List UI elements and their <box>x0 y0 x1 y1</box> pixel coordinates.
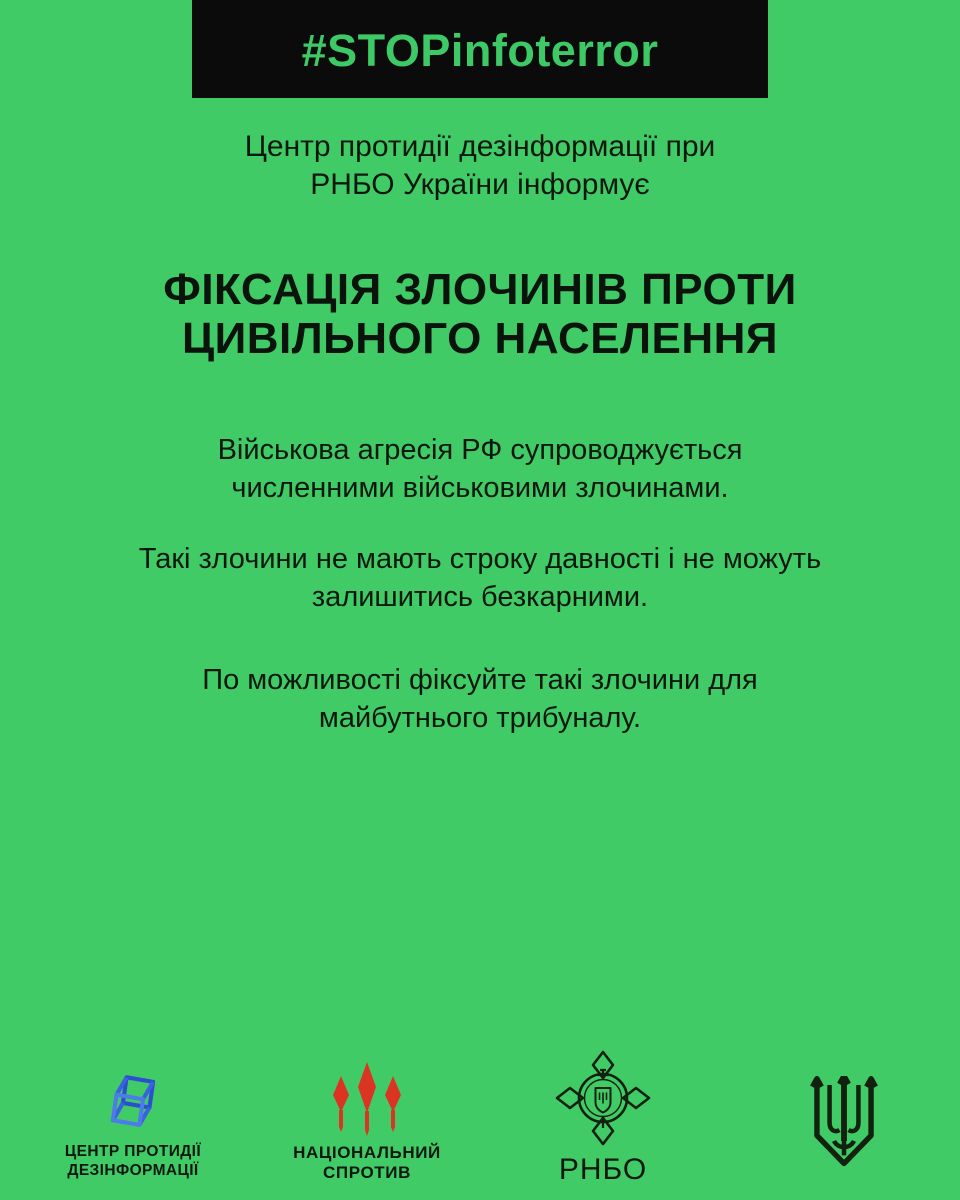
paragraph-2 <box>0 540 960 616</box>
logo-caption-ccd-line-2: ДЕЗІНФОРМАЦІЇ <box>67 1162 199 1179</box>
ukraine-trident-icon <box>798 1076 890 1168</box>
hashtag-text: #STOPinfoterror <box>301 25 659 76</box>
paragraph-1-line-2: численними військовими злочинами. <box>231 472 729 504</box>
paragraph-1 <box>0 431 960 507</box>
paragraph-2-line-2: залишитись безкарними. <box>311 581 649 613</box>
subtitle-line-2: РНБО України інформує <box>310 168 650 201</box>
page-title-line-2: ЦИВІЛЬНОГО НАСЕЛЕННЯ <box>181 314 779 363</box>
wireframe-cube-icon <box>101 1070 165 1134</box>
page-title <box>0 265 960 363</box>
paragraph-3 <box>0 661 960 737</box>
logo-center-countering-disinformation <box>38 1070 228 1180</box>
logo-ukraine-trident <box>798 1076 890 1168</box>
logo-caption-ccd-line-1: ЦЕНТР ПРОТИДІЇ <box>64 1143 202 1160</box>
paragraph-1-line-1: Військова агресія РФ супроводжується <box>217 434 743 466</box>
logo-caption-resistance-line-2: СПРОТИВ <box>323 1163 411 1182</box>
hashtag-banner <box>192 0 768 98</box>
logo-caption-rnbo: РНБО <box>558 1153 648 1186</box>
paragraph-3-line-1: По можливості фіксуйте такі злочини для <box>202 664 758 696</box>
subtitle <box>0 128 960 204</box>
logo-caption-resistance <box>293 1143 441 1183</box>
paragraph-2-line-1: Такі злочини не мають строку давності і не можуть <box>138 543 822 575</box>
three-swords-icon <box>325 1062 409 1136</box>
page-title-line-1: ФІКСАЦІЯ ЗЛОЧИНІВ ПРОТИ <box>163 265 797 314</box>
logo-caption-ccd <box>65 1142 201 1180</box>
rnbo-emblem-icon <box>555 1050 651 1146</box>
subtitle-line-1: Центр протидії дезінформації при <box>244 130 716 163</box>
logo-caption-resistance-line-1: НАЦІОНАЛЬНИЙ <box>293 1143 441 1162</box>
logo-national-resistance <box>283 1062 451 1183</box>
paragraph-3-line-2: майбутнього трибуналу. <box>318 702 642 734</box>
logo-rnbo <box>522 1050 684 1186</box>
